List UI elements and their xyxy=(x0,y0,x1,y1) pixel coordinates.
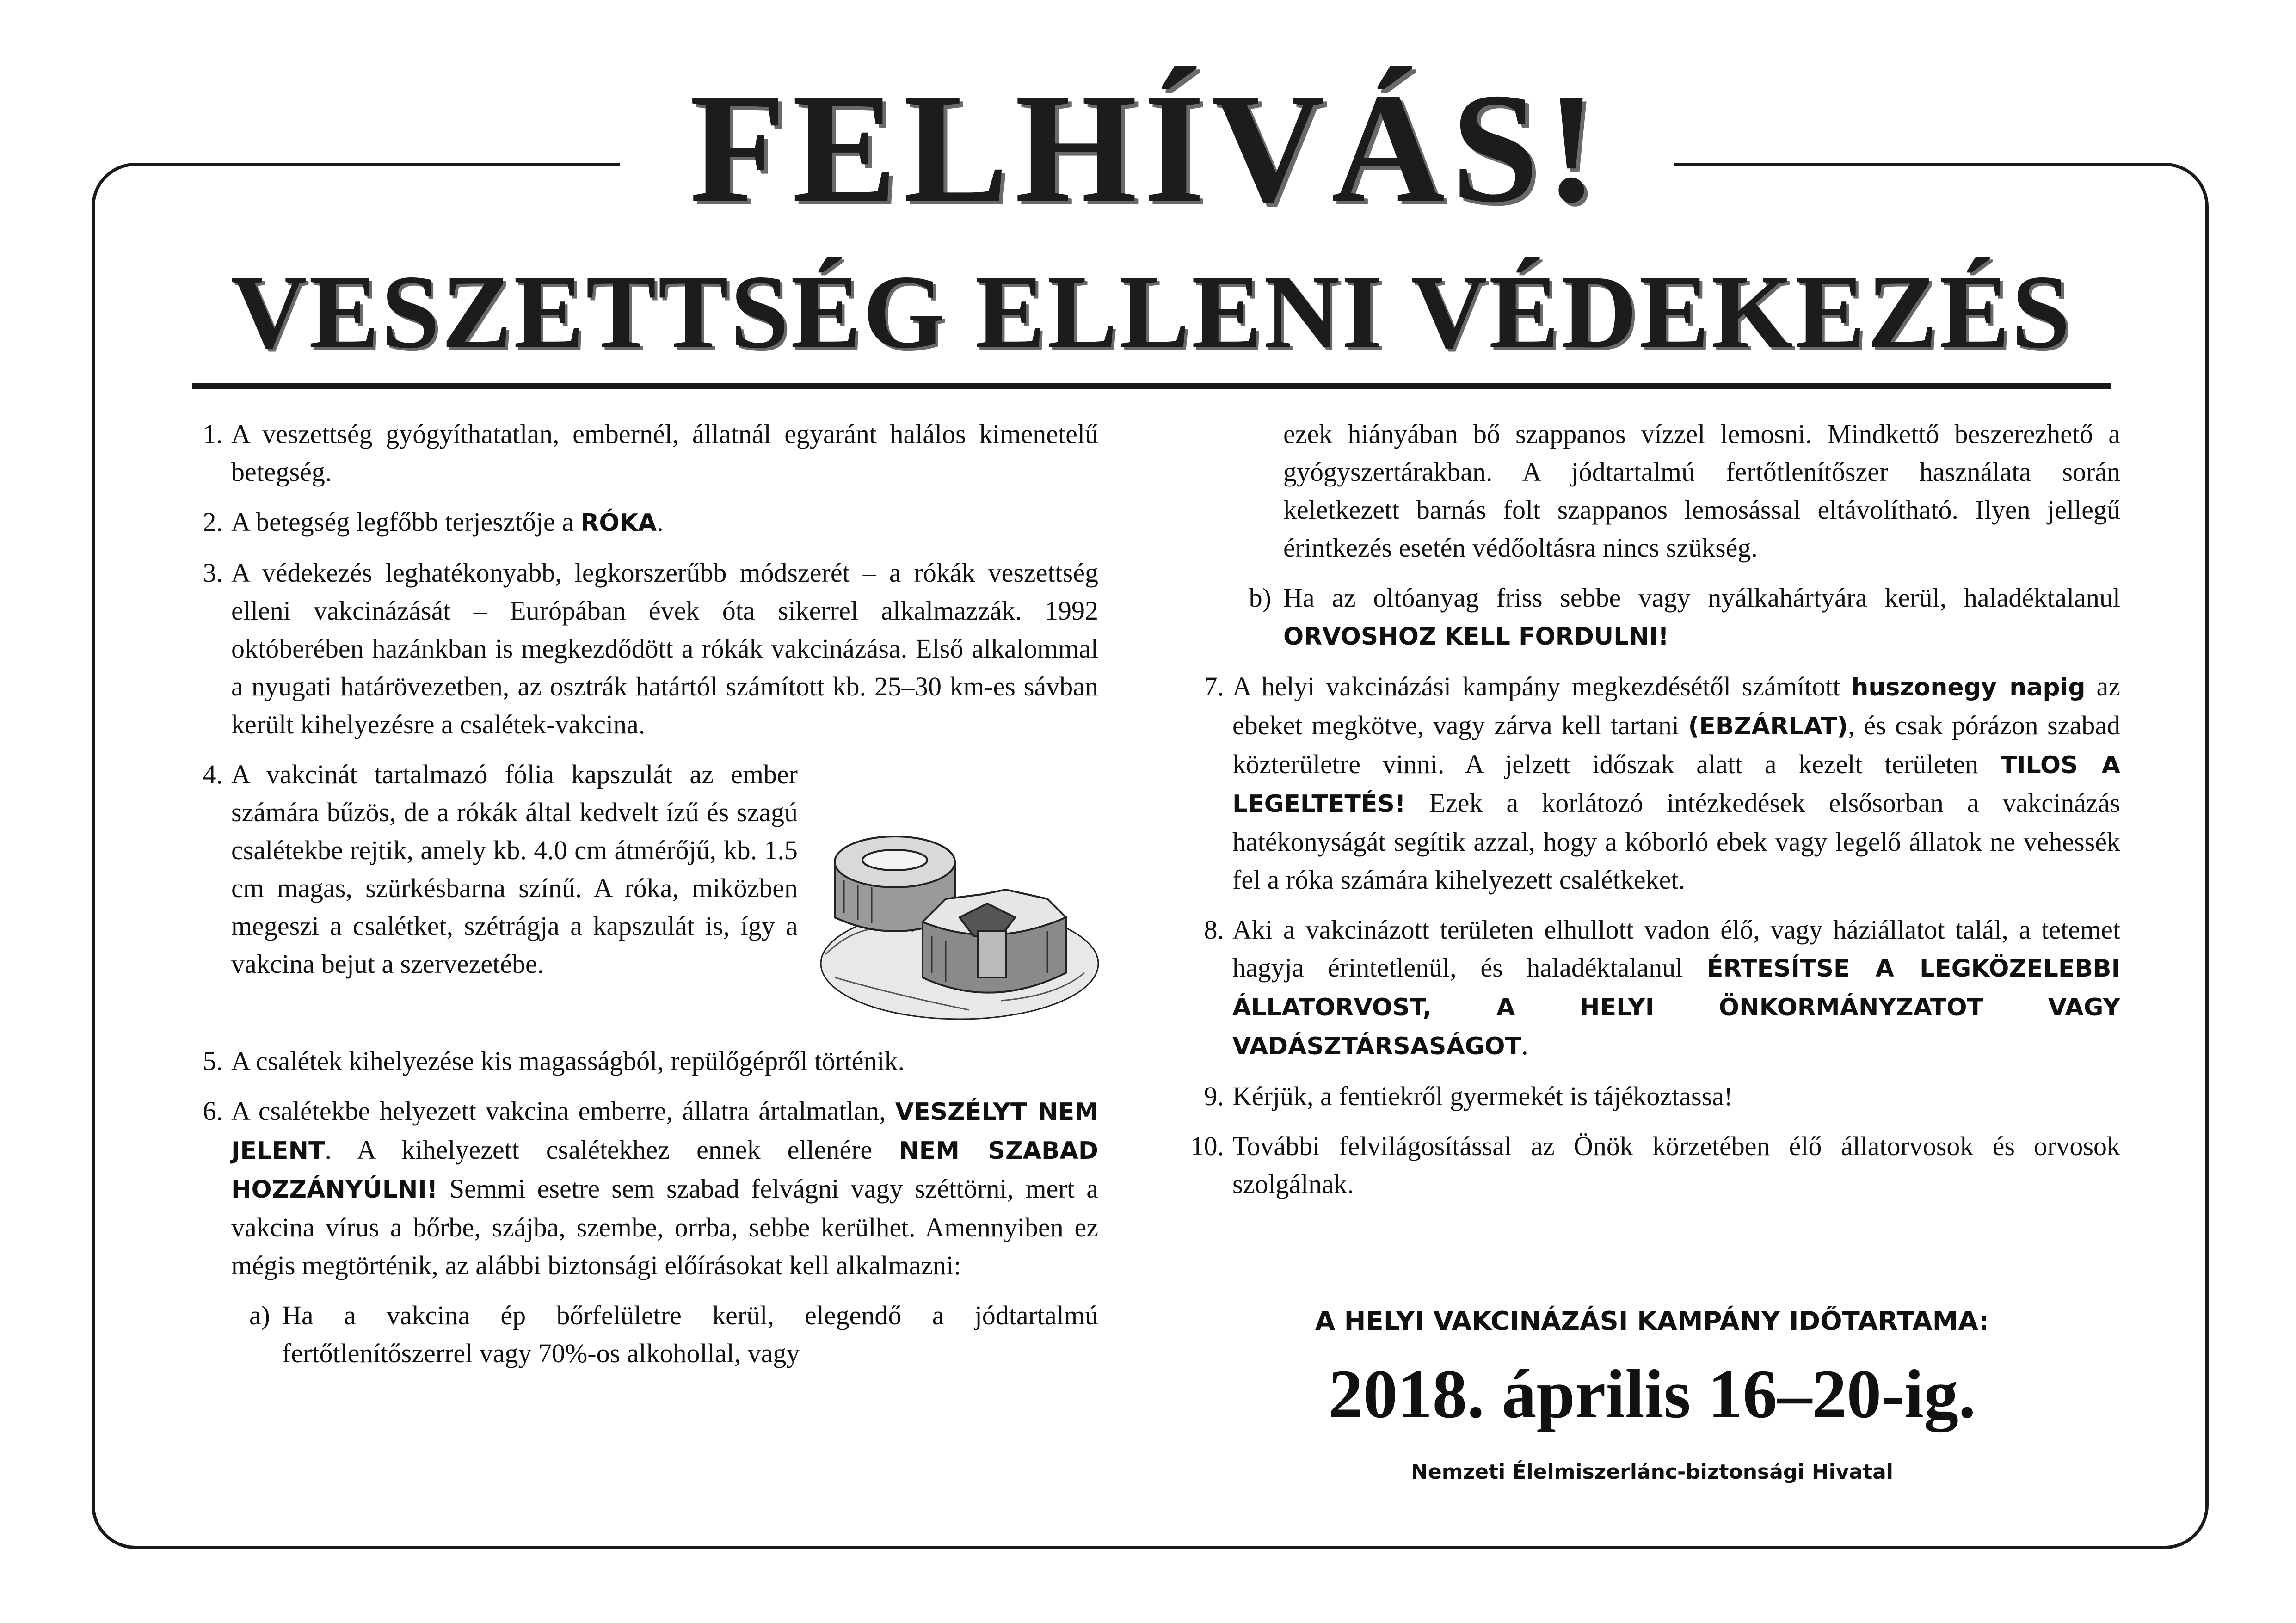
item-text: Ha a vakcina ép bőrfelületre kerül, elegendő a jódtartalmú fertőtlenítőszerrel vagy 70%-os alkohollal, vagy xyxy=(282,1300,1098,1368)
item-text: Ezek a korlátozó intézkedések elsősorban a vakcinázás hatékonyságát segítik azzal, hogy a kóborló ebek vagy legelő állatok ne vehessék fel a róka számára kihelyezett csalétkeket. xyxy=(1232,788,2120,895)
list-item-2 xyxy=(180,503,1098,542)
item-emphasis: ÉRTESÍTSE A LEGKÖZELEBBI ÁLLATORVOST, A HELYI ÖNKORMÁNYZATOT VAGY VADÁSZTÁRSASÁGOT xyxy=(1232,955,2120,1060)
item-text: . xyxy=(657,507,664,537)
bait-capsule-illustration xyxy=(807,779,1103,1038)
list-item-4 xyxy=(180,756,1098,983)
poster-subtitle: VESZETTSÉG ELLENI VÉDEKEZÉS xyxy=(231,254,2072,370)
item-emphasis: NEM SZABAD HOZZÁNYÚLNI! xyxy=(231,1137,1098,1204)
list-item-9 xyxy=(1182,1077,2120,1115)
item-emphasis: huszonegy napig xyxy=(1851,674,2086,701)
item-text: Semmi esetre sem szabad felvágni vagy széttörni, mert a vakcina vírus a bőrbe, szájba, szembe, orrba, sebbe kerülhet. Amennyiben ez mégis megtörténik, az alábbi biztonsági előírásokat kell alkalmazni: xyxy=(231,1174,1098,1280)
list-item-3 xyxy=(180,554,1098,744)
item-text: További felvilágosítással az Önök körzetében élő állatorvosok és orvosok szolgálnak. xyxy=(1232,1131,2120,1199)
item-text: A veszettség gyógyíthatatlan, embernél, állatnál egyaránt halálos kimenetelű betegség. xyxy=(231,419,1098,487)
item-text: , és csak pórázon szabad közterületre vinni. A jelzett időszak alatt a kezelt területen xyxy=(1232,710,2120,779)
item-text: az ebeket megkötve, vagy zárva kell tartani xyxy=(1232,671,2120,740)
item-number: a) xyxy=(249,1300,270,1330)
item-number: 1. xyxy=(203,419,223,449)
item-text: A helyi vakcinázási kampány megkezdésétől számított xyxy=(1232,671,1852,701)
list-item-5 xyxy=(180,1042,1098,1080)
sub-item-a-continued: ezek hiányában bő szappanos vízzel lemosni. Mindkettő beszerezhető a gyógyszertárakban. A jódtartalmú fertőtlenítőszer használata során keletkezett barnás folt szappanos lemosással eltávolítható. Ilyen jellegű érintkezés esetén védőoltásra nincs szükség. xyxy=(1283,419,2120,563)
list-item-7 xyxy=(1182,668,2120,899)
item-text: A védekezés leghatékonyabb, legkorszerűbb módszerét – a rókák veszettség elleni vakcinázását – Európában évek óta sikerrel alkalmazzák. 1992 októberében hazánkban is megkezdődött a rókák vakcinázása. Első alkalommal a nyugati határövezetben, az osztrák határtól számított kb. 25–30 km-es sávban került kihelyezésre a csalétek-vakcina. xyxy=(231,558,1098,739)
item-text: . A kihelyezett csalétekhez ennek ellenére xyxy=(325,1135,899,1165)
item-text: A csalétekbe helyezett vakcina emberre, állatra ártalmatlan, xyxy=(231,1096,895,1126)
item-text: Aki a vakcinázott területen elhullott vadon élő, vagy háziállatot talál, a tetemet hagyja érintetlenül, és haladéktalanul xyxy=(1232,915,2120,983)
item-text: A vakcinát tartalmazó fólia kapszulát az ember számára bűzös, de a rókák által kedvelt ízű és szagú csalétekbe rejtik, amely kb. 4.0 cm átmérőjű, kb. 1.5 cm magas, szürkésbarna színű. A róka, miközben megeszi a csalétket, szétrágja a kapszulát is, így a vakcina bejut a szervezetébe. xyxy=(231,759,798,979)
item-text: A betegség legfőbb terjesztője a xyxy=(231,507,581,537)
item-emphasis: TILOS A LEGELTETÉS! xyxy=(1232,751,2120,818)
list-item-8 xyxy=(1182,911,2120,1065)
item-text: Kérjük, a fentiekről gyermekét is tájékoztassa! xyxy=(1232,1081,1733,1111)
item-emphasis: RÓKA xyxy=(580,509,657,537)
list-item-1 xyxy=(180,415,1098,491)
left-column xyxy=(180,415,1098,1384)
item-text: Ha az oltóanyag friss sebbe vagy nyálkahártyára kerül, haladéktalanul xyxy=(1283,583,2120,613)
sub-item-a xyxy=(231,1297,1098,1372)
item-number: 6. xyxy=(203,1096,223,1126)
subtitle-rule xyxy=(192,383,2111,389)
item-number: 9. xyxy=(1204,1081,1224,1111)
campaign-label: A HELYI VAKCINÁZÁSI KAMPÁNY IDŐTARTAMA: xyxy=(1315,1306,1989,1336)
item-number: 8. xyxy=(1204,915,1224,945)
item-number: 2. xyxy=(203,507,223,537)
item-text: A csalétek kihelyezése kis magasságból, repülőgépről történik. xyxy=(231,1046,905,1076)
sub-item-b xyxy=(1232,579,2120,656)
item-number: 5. xyxy=(203,1046,223,1076)
poster-title: FELHÍVÁS! xyxy=(689,61,1604,235)
item-emphasis: (EBZÁRLAT) xyxy=(1688,713,1848,740)
list-item-10 xyxy=(1182,1127,2120,1203)
campaign-date: 2018. április 16–20-ig. xyxy=(1328,1356,1976,1432)
list-item-6 xyxy=(180,1092,1098,1285)
item-number: 3. xyxy=(203,558,223,588)
item-emphasis: VESZÉLYT NEM JELENT xyxy=(231,1098,1098,1165)
item-number: 4. xyxy=(203,759,223,789)
right-column xyxy=(1182,415,2120,1215)
item-emphasis: ORVOSHOZ KELL FORDULNI! xyxy=(1283,623,1669,651)
agency-name: Nemzeti Élelmiszerlánc-biztonsági Hivatal xyxy=(1411,1460,1893,1484)
item-number: b) xyxy=(1249,583,1271,613)
item-number: 7. xyxy=(1204,671,1224,701)
item-text: . xyxy=(1521,1030,1528,1060)
item-number: 10. xyxy=(1190,1131,1224,1161)
